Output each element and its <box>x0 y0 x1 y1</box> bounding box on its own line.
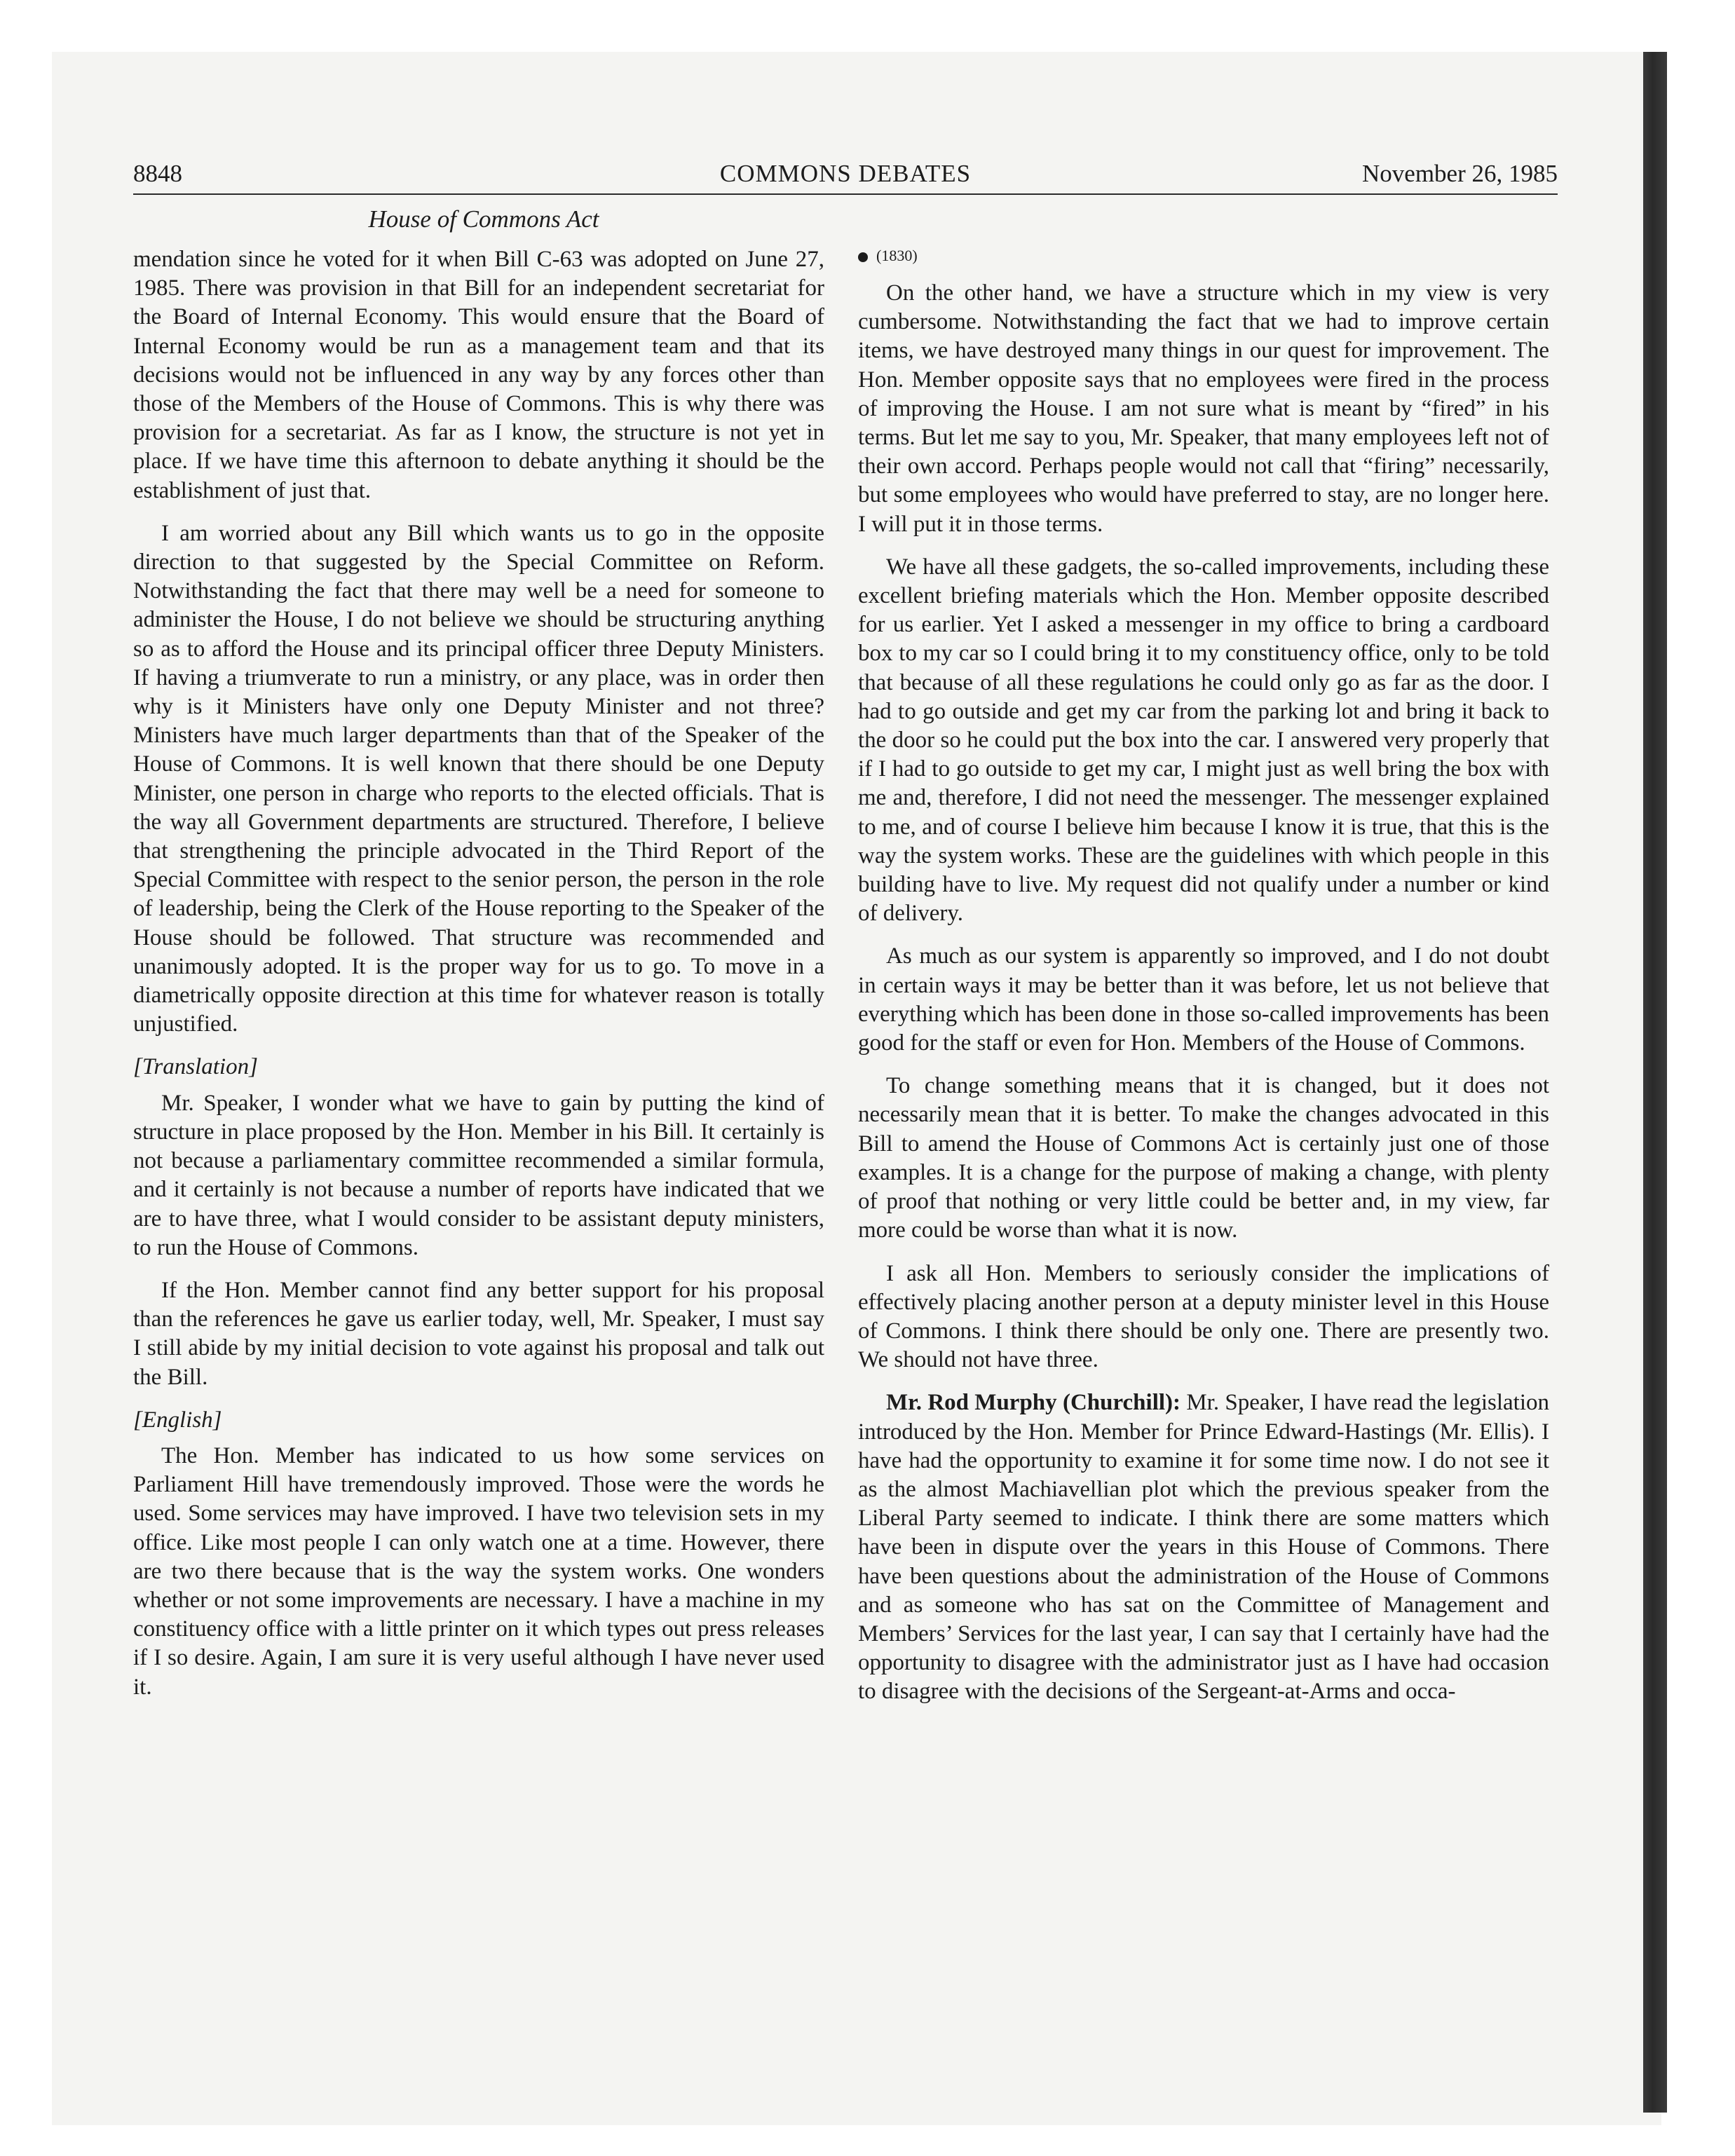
time-marker-text: (1830) <box>876 247 918 264</box>
running-header <box>133 158 1558 195</box>
paragraph: I ask all Hon. Members to seriously consider the implications of effectively placing another person at a deputy minister level in this House of Commons. I think there should be only one. There are presently two. We should not have three. <box>858 1260 1549 1373</box>
paragraph: The Hon. Member has indicated to us how some services on Parliament Hill have tremendously improved. Those were the words he used. Some services may have improved. I have two television sets in my office. Like most people I can only watch one at a time. However, there are two there because that is the way the system works. One wonders whether or not some improvements are necessary. I have a machine in my constituency office with a little printer on it which types out press releases if I so desire. Again, I am sure it is very useful although I have never used it. <box>133 1442 824 1700</box>
bullet-icon <box>858 252 868 262</box>
page-number: 8848 <box>133 160 182 187</box>
paragraph: I am worried about any Bill which wants us to go in the opposite direction to that suggested by the Special Committee on Reform. Notwithstanding the fact that there may well be a need for someone to administer the House, I do not believe we should be structuring anything so as to afford the House and its principal officer three Deputy Ministers. If having a triumverate to run a ministry, or any place, was in order then why is it Ministers have only one Deputy Minister and not three? Ministers have much larger departments than that of the Speaker of the House of Commons. It is well known that there should be one Deputy Minister, one person in charge who reports to the elected officials. That is the way all Government departments are structured. Therefore, I believe that strengthening the principle advocated in the Third Report of the Special Committee with respect to the senior person, the person in the role of leadership, being the Clerk of the House reporting to the Speaker of the House should be followed. That structure was recommended and unanimously adopted. It is the proper way for us to go. To move in a diametrically opposite direction at this time for whatever reason is totally unjustified. <box>133 520 824 1037</box>
paragraph: On the other hand, we have a structure which in my view is very cumbersome. Notwithstanding the fact that we had to improve certain items, we have destroyed many things in our quest for improvement. The Hon. Member opposite says that no employees were fired in the process of improving the House. I am not sure what is meant by “fired” in his terms. But let me say to you, Mr. Speaker, that many employees left not of their own accord. Perhaps people would not call that “firing” necessarily, but some employees who would have preferred to stay, are no longer here. I will put it in those terms. <box>858 280 1549 537</box>
publication-title: COMMONS DEBATES <box>719 160 972 187</box>
paragraph: To change something means that it is changed, but it does not necessarily mean that it is better. To make the changes advocated in this Bill to amend the House of Commons Act is certainly just one of those examples. It is a change for the purpose of making a change, with plenty of proof that nothing or very little could be better and, in my view, far more could be worse than what it is now. <box>858 1073 1549 1243</box>
paragraph: Mr. Speaker, I wonder what we have to gain by putting the kind of structure in place proposed by the Hon. Member in his Bill. It certainly is not because a parliamentary committee recommended a similar formula, and it certainly is not because a number of reports have indicated that we are to have three, what I would consider to be assistant deputy ministers, to run the House of Commons. <box>133 1090 824 1260</box>
paragraph: As much as our system is apparently so improved, and I do not doubt in certain ways it may be better than it was before, let us not believe that everything which has been done in those so-called improvements has been good for the staff or even for Hon. Members of the House of Commons. <box>858 943 1549 1056</box>
speaker-paragraph <box>858 1389 1549 1706</box>
translation-tag: [Translation] <box>133 1054 258 1080</box>
speaker-name: Mr. Rod Murphy (Churchill): <box>886 1390 1181 1416</box>
right-column <box>858 245 1549 1721</box>
scan-edge-shadow <box>1643 52 1667 2113</box>
paragraph: mendation since he voted for it when Bill C-63 was adopted on June 27, 1985. There was provision in that Bill for an independent secretariat for the Board of Internal Economy. This would ensure that the Board of Internal Economy would be run as a management team and that its decisions would not be influenced in any way by any forces other than those of the Members of the House of Commons. This is why there was provision for a secretariat. As far as I know, the structure is not yet in place. If we have time this afternoon to debate anything it should be the establishment of just that. <box>133 247 824 503</box>
issue-date: November 26, 1985 <box>1362 160 1558 187</box>
paragraph: We have all these gadgets, the so-called improvements, including these excellent briefing materials which the Hon. Member opposite described for us earlier. Yet I asked a messenger in my office to bring a cardboard box to my car so I could bring it to my constituency office, only to be told that because of all these regulations he could only go as far as the door. I had to go outside and get my car from the parking lot and bring it back to the door so he could put the box into the car. I answered very properly that if I had to go outside to get my car, I might just as well bring the box with me and, therefore, I did not need the messenger. The messenger explained to me, and of course I believe him because I know it is true, that this is the way the system works. These are the guidelines with which people in this building have to live. My request did not qualify under a number or kind of delivery. <box>858 554 1549 927</box>
paragraph: If the Hon. Member cannot find any better support for his proposal than the references he gave us earlier today, well, Mr. Speaker, I must say I still abide by my initial decision to vote against his proposal and talk out the Bill. <box>133 1277 824 1390</box>
speaker-text: Mr. Speaker, I have read the legislation introduced by the Hon. Member for Prince Edward-Hastings (Mr. Ellis). I have had the opportunity to examine it for some time now. I do not see it as the almost Machiavellian plot which the previous speaker from the Liberal Party seemed to indicate. I think there are some matters which have been in dispute over the years in this House of Commons. There have been questions about the administration of the House of Commons and as someone who has sat on the Committee of Management and Members’ Services for the last year, I can say that I certainly have had the opportunity to disagree with the administrator just as I have had occasion to disagree with the decisions of the Sergeant-at-Arms and occa- <box>858 1390 1549 1705</box>
english-tag: [English] <box>133 1407 222 1433</box>
section-subtitle: House of Commons Act <box>368 205 599 233</box>
time-marker <box>858 245 1549 266</box>
left-column <box>133 245 824 1716</box>
